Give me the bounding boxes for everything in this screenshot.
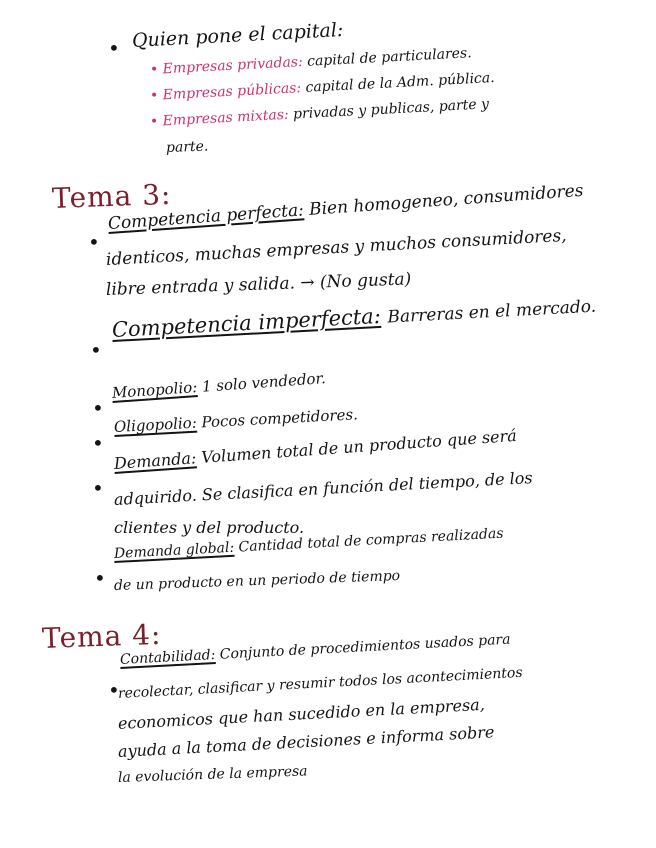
item-empresas-mixtas: • Empresas mixtas: privadas y publicas, parte y	[149, 96, 490, 130]
term-empresas-publicas: Empresas públicas:	[162, 80, 302, 104]
contabilidad-line5: la evolución de la empresa	[117, 763, 308, 786]
demanda-line2: adquirido. Se clasifica en función del tiempo, de los	[113, 468, 534, 509]
contabilidad-line1: Contabilidad: Conjunto de procedimientos usados para	[119, 631, 511, 668]
contabilidad-line2: recolectar, clasificar y resumir todos los acontecimientos	[117, 664, 523, 702]
demanda-line1: Demanda: Volumen total de un producto que será	[113, 425, 518, 473]
term-competencia-imperfecta: Competencia imperfecta:	[111, 303, 382, 342]
term-contabilidad: Contabilidad:	[119, 647, 216, 668]
competencia-perfecta-line2: identicos, muchas empresas y muchos consumidores,	[105, 225, 568, 270]
demanda-global-line2: de un producto en un periodo de tiempo	[113, 568, 401, 594]
term-competencia-perfecta: Competencia perfecta:	[107, 200, 305, 234]
term-demanda-global: Demanda global:	[113, 539, 235, 562]
competencia-perfecta-line1: Competencia perfecta: Bien homogeneo, consumidores	[107, 180, 585, 234]
item-empresas-privadas: • Empresas privadas: capital de particulares.	[149, 45, 472, 78]
demanda-global-line1: Demanda global: Cantidad total de compras realizadas	[113, 525, 504, 562]
bullet: •	[108, 678, 120, 702]
term-demanda: Demanda:	[113, 448, 197, 473]
capital-heading: Quien pone el capital:	[131, 18, 344, 52]
bullet: •	[94, 566, 106, 590]
desc-empresas-privadas: capital de particulares.	[306, 45, 472, 70]
bullet: •	[90, 338, 102, 362]
demanda-line3: clientes y del producto.	[114, 518, 305, 537]
competencia-perfecta-line3: libre entrada y salida. → (No gusta)	[105, 269, 412, 300]
oligopolio: Oligopolio: Pocos competidores.	[113, 405, 359, 436]
contabilidad-line3: economicos que han sucedido en la empresa,	[117, 694, 486, 733]
contabilidad-line4: ayuda a la toma de decisiones e informa sobre	[117, 722, 495, 761]
term-oligopolio: Oligopolio:	[113, 413, 198, 436]
bullet: •	[92, 476, 104, 500]
desc-empresas-mixtas: privadas y publicas, parte y	[292, 96, 490, 123]
term-empresas-mixtas: Empresas mixtas:	[162, 106, 290, 130]
desc-empresas-publicas: capital de la Adm. pública.	[305, 69, 495, 96]
bullet: •	[108, 36, 120, 60]
term-monopolio: Monopolio:	[111, 378, 198, 402]
bullet: •	[92, 396, 104, 420]
competencia-imperfecta: Competencia imperfecta: Barreras en el mercado.	[111, 296, 597, 342]
item-empresas-publicas: • Empresas públicas: capital de la Adm. pública.	[149, 69, 495, 104]
term-empresas-privadas: Empresas privadas:	[162, 54, 304, 78]
tema3-title: Tema 3:	[51, 177, 172, 215]
tema4-title: Tema 4:	[41, 617, 162, 655]
bullet: •	[92, 431, 104, 455]
monopolio: Monopolio: 1 solo vendedor.	[111, 369, 327, 402]
note-no-gusta: (No gusta)	[319, 269, 412, 293]
desc-empresas-mixtas-cont: parte.	[165, 138, 209, 156]
bullet: •	[88, 230, 100, 254]
arrow-icon: →	[299, 272, 315, 294]
